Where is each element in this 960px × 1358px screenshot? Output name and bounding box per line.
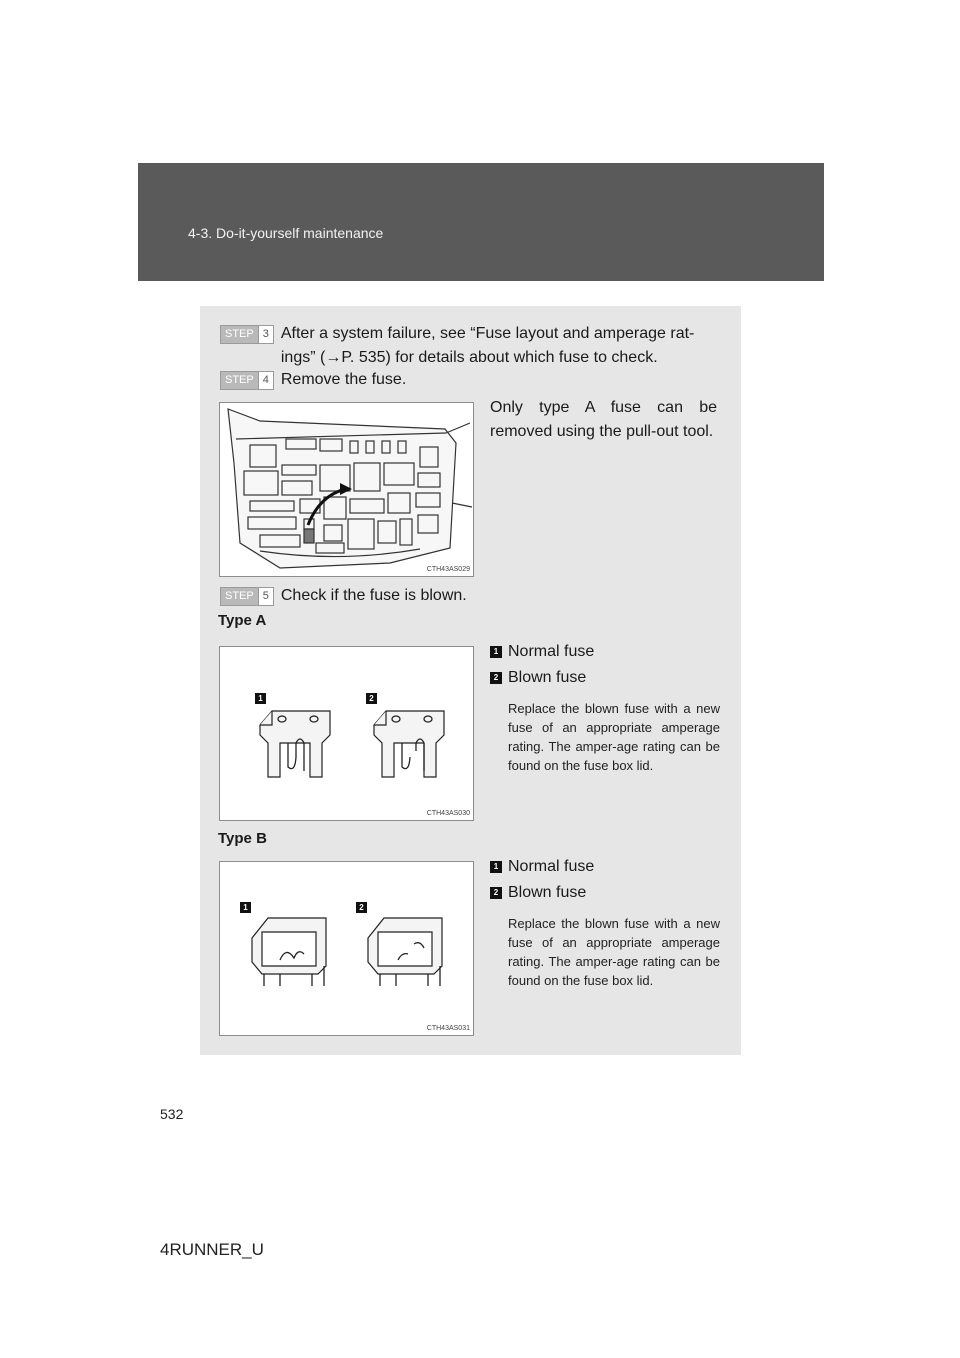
fuse-box-code: CTH43AS029 [426,566,470,573]
type-b-marker-2: 2 [356,902,367,913]
step-5-text: Check if the fuse is blown. [280,587,467,604]
type-a-label: Type A [218,612,267,629]
fuse-box-drawing [220,403,473,576]
content-panel [200,306,741,1055]
section-title: 4-3. Do-it-yourself maintenance [188,225,384,241]
step-4-badge: STEP 4 [220,371,274,390]
type-a-item-2: 2 Blown fuse [490,665,720,691]
step-5-badge: STEP 5 [220,587,274,606]
type-a-legend [490,639,720,775]
type-b-code: CTH43AS031 [426,1025,470,1032]
type-a-illustration [219,646,474,821]
step-3 [220,322,731,370]
type-b-label: Type B [218,830,267,847]
pullout-note: Only type A fuse can be removed using the pull-out tool. [490,399,717,440]
type-a-note: Replace the blown fuse with a new fuse of an appropriate amperage rating. The amper-age rating can be found on the fuse box lid. [508,701,720,773]
type-a-drawing [220,647,473,820]
type-b-illustration [219,861,474,1036]
page-number: 532 [160,1106,184,1122]
type-b-item-2: 2 Blown fuse [490,880,720,906]
step-4-text: Remove the fuse. [280,371,407,388]
step-4 [220,368,406,392]
type-b-note: Replace the blown fuse with a new fuse of an appropriate amperage rating. The amper-age rating can be found on the fuse box lid. [508,916,720,988]
section-header [138,163,824,281]
step-3-text: After a system failure, see “Fuse layout and amperage rat- ings” (→P. 535) for details about which fuse to check. [280,325,695,366]
step-3-badge: STEP 3 [220,325,274,344]
type-b-item-1: 1 Normal fuse [490,854,720,880]
type-b-drawing [220,862,473,1035]
document-id: 4RUNNER_U [160,1240,264,1259]
type-a-marker-2: 2 [366,693,377,704]
type-a-marker-1: 1 [255,693,266,704]
type-b-legend [490,854,720,990]
fuse-box-illustration [219,402,474,577]
type-a-code: CTH43AS030 [426,810,470,817]
step-5 [220,584,467,608]
type-a-item-1: 1 Normal fuse [490,639,720,665]
type-b-marker-1: 1 [240,902,251,913]
